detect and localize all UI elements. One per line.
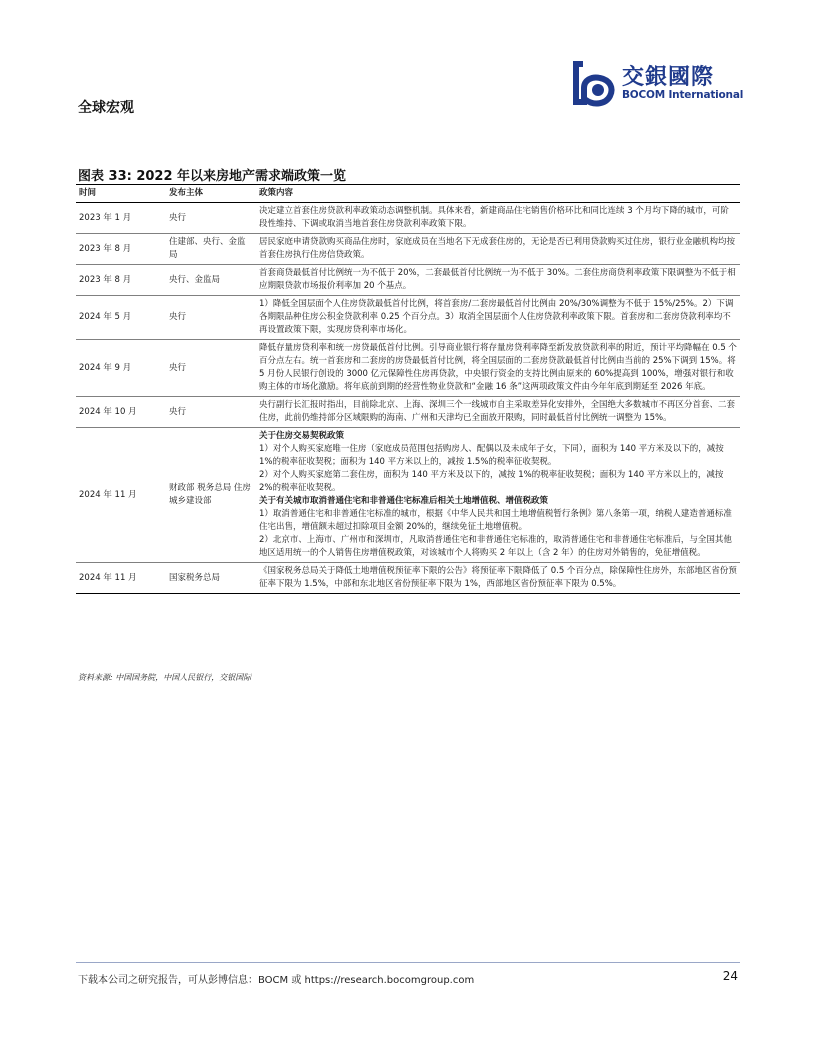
cell-publisher: 央行 bbox=[166, 340, 256, 397]
table-row bbox=[76, 428, 740, 563]
table-row bbox=[76, 563, 740, 594]
table-header-row bbox=[76, 185, 740, 203]
cell-time: 2023 年 1 月 bbox=[76, 203, 166, 234]
cell-publisher: 央行 bbox=[166, 203, 256, 234]
cell-content bbox=[256, 428, 740, 563]
cell-content bbox=[256, 234, 740, 265]
chart-title: 图表 33: 2022 年以来房地产需求端政策一览 bbox=[78, 169, 347, 184]
table-row bbox=[76, 265, 740, 296]
logo-english-name: BOCOM International bbox=[622, 89, 744, 101]
content-paragraph: 1）对个人购买家庭唯一住房（家庭成员范围包括购房人、配偶以及未成年子女，下同），面积为 140 平方米及以下的，减按 1%的税率征收契税；面积为 140 平方米以上的，减按 1.5%的税率征收契税。 bbox=[259, 444, 724, 467]
table-row bbox=[76, 203, 740, 234]
content-paragraph: 2）北京市、上海市、广州市和深圳市，凡取消普通住宅和非普通住宅标准的，取消普通住宅和非普通住宅标准后，与全国其他地区适用统一的个人销售住房增值税政策，对该城市个人将购买 2 年以上（含 2 年）的住房对外销售的，免征增值税。 bbox=[259, 535, 732, 558]
table-row bbox=[76, 234, 740, 265]
cell-time: 2024 年 11 月 bbox=[76, 563, 166, 594]
page-number: 24 bbox=[722, 969, 738, 983]
column-header-time: 时间 bbox=[76, 185, 166, 203]
table-body bbox=[76, 203, 740, 594]
cell-publisher: 央行 bbox=[166, 296, 256, 340]
content-paragraph: 1）取消普通住宅和非普通住宅标准的城市，根据《中华人民共和国土地增值税暂行条例》第八条第一项，纳税人建造普通标准住宅出售，增值额未超过扣除项目金额 20%的，继续免征土地增值税。 bbox=[259, 509, 732, 532]
content-subheading: 关于有关城市取消普通住宅和非普通住宅标准后相关土地增值税、增值税政策 bbox=[259, 496, 549, 506]
content-paragraph: 央行副行长汇报时指出，目前除北京、上海、深圳三个一线城市自主采取差异化安排外，全国绝大多数城市不再区分首套、二套住房，此前仍维持部分区域限购的海南、广州和天津均已全面放开限购，同时最低首付比例统一调整为 15%。 bbox=[259, 400, 736, 423]
content-paragraph: 决定建立首套住房贷款利率政策动态调整机制。具体来看，新建商品住宅销售价格环比和同比连续 3 个月均下降的城市，可阶段性维持、下调或取消当地首套住房贷款利率政策下限。 bbox=[259, 206, 729, 229]
content-paragraph: 1）降低全国层面个人住房贷款最低首付比例，将首套房/二套房最低首付比例由 20%/30%调整为不低于 15%/25%。2）下调各期限品种住房公积金贷款利率 0.25 个百分点。3）取消全国层面个人住房贷款利率政策下限。首套房和二套房贷款利率均不再设置政策下限，实现房贷利率市场化。 bbox=[259, 299, 734, 335]
cell-time: 2024 年 10 月 bbox=[76, 397, 166, 428]
content-paragraph: 首套商贷最低首付比例统一为不低于 20%，二套最低首付比例统一为不低于 30%。二套住房商贷利率政策下限调整为不低于相应期限贷款市场报价利率加 20 个基点。 bbox=[259, 268, 736, 291]
cell-time: 2024 年 11 月 bbox=[76, 428, 166, 563]
content-paragraph: 2）对个人购买家庭第二套住房，面积为 140 平方米及以下的，减按 1%的税率征收契税；面积为 140 平方米以上的，减按 2%的税率征收契税。 bbox=[259, 470, 724, 493]
cell-time: 2023 年 8 月 bbox=[76, 265, 166, 296]
content-paragraph: 《国家税务总局关于降低土地增值税预征率下限的公告》将预征率下限降低了 0.5 个百分点，除保障性住房外，东部地区省份预征率下限为 1.5%，中部和东北地区省份预征率下限为 1%，西部地区省份预征率下限为 0.5%。 bbox=[259, 566, 737, 589]
cell-publisher: 财政部 税务总局 住房城乡建设部 bbox=[166, 428, 256, 563]
cell-publisher: 国家税务总局 bbox=[166, 563, 256, 594]
content-subheading: 关于住房交易契税政策 bbox=[259, 431, 345, 441]
cell-publisher: 住建部、央行、金监局 bbox=[166, 234, 256, 265]
table-row bbox=[76, 296, 740, 340]
table-row bbox=[76, 397, 740, 428]
cell-time: 2023 年 8 月 bbox=[76, 234, 166, 265]
logo-chinese-name: 交銀國際 bbox=[622, 65, 715, 90]
cell-content bbox=[256, 397, 740, 428]
cell-content bbox=[256, 340, 740, 397]
policy-table bbox=[76, 184, 740, 594]
cell-time: 2024 年 9 月 bbox=[76, 340, 166, 397]
cell-time: 2024 年 5 月 bbox=[76, 296, 166, 340]
table-row bbox=[76, 340, 740, 397]
footer-text: 下载本公司之研究报告，可从彭博信息：BOCM 或 https://research.bocomgroup.com bbox=[78, 975, 475, 986]
content-paragraph: 降低存量房贷利率和统一房贷最低首付比例。引导商业银行将存量房贷利率降至新发放贷款利率的附近，预计平均降幅在 0.5 个百分点左右。统一首套房和二套房的房贷最低首付比例，将全国层面的二套房贷款最低首付比例由当前的 25%下调到 15%。将 5 月份人民银行创设的 3000 亿元保障性住房再贷款，中央银行资金的支持比例由原来的 60%提高到 100%，增强对银行和收购主体的市场化激励。将年底前到期的经营性物业贷款和“金融 16 条”这两项政策文件由今年年底到期延至 2026 年底。 bbox=[259, 343, 737, 392]
cell-content bbox=[256, 296, 740, 340]
cell-content bbox=[256, 265, 740, 296]
section-label: 全球宏观 bbox=[78, 100, 134, 116]
column-header-publisher: 发布主体 bbox=[166, 185, 256, 203]
column-header-content: 政策内容 bbox=[256, 185, 740, 203]
bocom-logo bbox=[570, 58, 745, 108]
bocom-emblem-icon bbox=[570, 58, 618, 108]
footer-divider bbox=[76, 962, 740, 963]
cell-content bbox=[256, 563, 740, 594]
content-paragraph: 居民家庭申请贷款购买商品住房时，家庭成员在当地名下无成套住房的，无论是否已利用贷款购买过住房，银行业金融机构均按首套住房执行住房信贷政策。 bbox=[259, 237, 736, 260]
cell-content bbox=[256, 203, 740, 234]
cell-publisher: 央行、金监局 bbox=[166, 265, 256, 296]
source-note: 资料来源: 中国国务院，中国人民银行，交银国际 bbox=[78, 673, 252, 682]
cell-publisher: 央行 bbox=[166, 397, 256, 428]
